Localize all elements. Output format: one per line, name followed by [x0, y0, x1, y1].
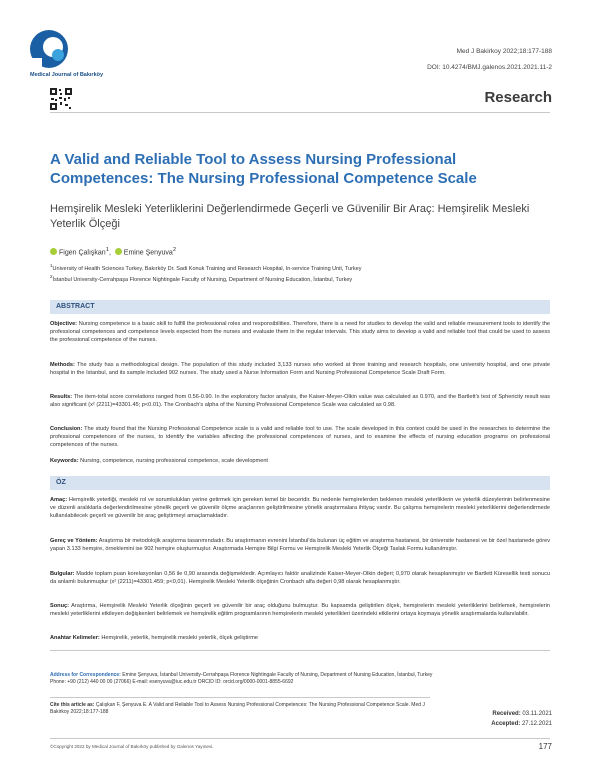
- orcid-icon[interactable]: [50, 248, 57, 255]
- abstract-objective: Objective: Nursing competence is a basic skill to fulfill the professional roles and responsibilities. Therefore, there is a need for studies to develop the valid and reliable measurement tools to identify the professional competences and competence levels expected from the nurses and evaluate them in the regular intervals. This study aims to develop a valid and reliable tool that could be used to assess the professional competence of the nurses.: [50, 321, 550, 343]
- citation-line: Med J Bakirkoy 2022;18:177-188: [456, 48, 552, 55]
- journal-logo: [28, 28, 70, 70]
- author-name: Figen Çalışkan: [59, 249, 106, 257]
- abstract-methods: Methods: The study has a methodological design. The population of this study included 3,133 nurses who worked at three training and research hospitals, one university hospital, and one private hospital in the Istanbul, and its sample included 902 nurses. The study used a Nurse Information Form and Nursing Professional Competence Scale Draft Form.: [50, 362, 551, 376]
- oz-bulgular: Bulgular: Madde toplam puan korelasyonları 0,56 ile 0,90 arasında değişmektedir. Açımlayıcı faktör analizinde Kaiser-Meyer-Olkin değeri; 0,970 olarak hesaplanmıştır ve Bartlett Küresellik testi sonucu da anlamlı bulunmuştur (x² (2211)=43301.459; p<0,01). Hemşirelik Mesleki Yeterlik ölçeğinin Cronbach alfa değeri 0,98 olarak hesaplanmıştır.: [50, 571, 550, 585]
- abstract-heading: ABSTRACT: [50, 300, 550, 314]
- oz-gerec: Gereç ve Yöntem: Araştırma bir metodolojik araştırma tasarımındadır. Bu araştırmanın evrenini İstanbul'da bulunan üç eğitim ve araştırma hastanesi, bir üniversite hastanesi ve bir özel hastanede görev yapan 3.133 hemşire, örneklemini ise 902 hemşire oluşturmuştur. Araştırmada Hemşire Bilgi Formu ve Hemşirelik Mesleki Yeterlik Ölçeği Taslak Formu kullanılmıştır.: [50, 538, 551, 552]
- journal-name: Medical Journal of Bakırköy: [30, 72, 104, 78]
- abstract-conclusion: Conclusion: The study found that the Nursing Professional Competence scale is a valid and reliable tool to use. The scale developed in this context could be used in the researches to determine the professional competences of the nurses, to identify the variables affecting the professional competences of nurses, and to examine the effects of nursing education programs on professional competences of the nurses.: [50, 426, 550, 448]
- orcid-icon[interactable]: [115, 248, 122, 255]
- cite-block: Cite this article as: Çalışkan F, Şenyuva E. A Valid and Reliable Tool to Assess Nursing Professional Competences: The Nursing Professional Competence Scale. Med J Bakirkoy 2022;18:177-188: [50, 702, 425, 715]
- section-divider: [50, 650, 550, 651]
- article-type-label: Research: [484, 89, 552, 106]
- oz-sonuc: Sonuç: Araştırma, Hemşirelik Mesleki Yeterlik ölçeğinin geçerli ve güvenilir bir araç olduğunu bulmuştur. Bu kapsamda geliştirilen ölçek, hemşirelerin mesleki yeterliklerini belirlemek, hemşirelerin mesleki yeterliklerini etkileyen değişkenleri belirlemek ve hemşirelik eğitim programlarının hemşirelerin mesleki yeterlikleri üzerindeki etkilerini ortaya koymaya yönelik araştırmalarda kullanılabilir.: [50, 603, 550, 617]
- article-title-en: A Valid and Reliable Tool to Assess Nursing Professional Competences: The Nursing Professional Competence Scale: [50, 151, 477, 187]
- oz-amac: Amaç: Hemşirelik yeterliği, mesleki rol ve sorumlulukları yerine getirmek için gereken temel bir beceridir. Bu nedenle hemşirelerden beklenen mesleki yeterliklerin ve yeterlik düzeylerinin belirlenmesine ve düzenli aralıklarla değerlendirilmesine yönelik geçerli ve güvenilir ölçme araçlarının geliştirilmesine yönelik araştırmalara ihtiyaç vardır. Bu çalışma hemşirelerin mesleki yeterliklerini değerlendirmede kullanılabilecek geçerli ve güvenilir bir araç geliştirmeyi amaçlamaktadır.: [50, 497, 550, 519]
- correspondence-divider: [50, 697, 430, 698]
- abstract-results: Results: The item-total score correlations ranged from 0.56-0.90. In the exploratory factor analysis, the Kaiser-Meyer-Olkin value was calculated as 0.970, and the Bartlett's test of Sphericity result was also significant (x² (2211)=43301.45; p<0.01). The Cronbach's alpha of the Nursing Professional Competence Scale was calculated as 0.98.: [50, 394, 550, 408]
- oz-heading: ÖZ: [50, 476, 550, 490]
- accepted-date: Accepted: 27.12.2021: [491, 721, 552, 727]
- doi-line[interactable]: DOI: 10.4274/BMJ.galenos.2021.2021.11-2: [427, 64, 552, 71]
- author-list: Figen Çalışkan$^1$, Emine Şenyuva$^2$: [50, 247, 176, 256]
- author-name: Emine Şenyuva: [123, 249, 173, 257]
- author-sup: 1: [105, 247, 109, 253]
- article-title-tr: Hemşirelik Mesleki Yeterliklerini Değerlendirmede Geçerli ve Güvenilir Bir Araç: Hemşirelik Mesleki Yeterlik Ölçeği: [50, 203, 530, 230]
- qr-code-icon: [50, 88, 72, 110]
- page-number: 177: [538, 742, 552, 751]
- footer-copyright: ©Copyright 2022 by Medical Journal of Bakırköy published by Galenos Yayınevi.: [50, 744, 214, 749]
- author-sup: 2: [172, 247, 177, 253]
- abstract-keywords: Keywords: Nursing, competence, nursing professional competence, scale development: [50, 458, 268, 464]
- oz-anahtar: Anahtar Kelimeler: Hemşirelik, yeterlik, hemşirelik mesleki yeterlik, ölçek geliştirme: [50, 635, 258, 641]
- correspondence-block: Address for Correspondence: Emine Şenyuva, İstanbul University-Cerrahpaşa Florence Nightingale Faculty of Nursing, Department of Nursing Education, İstanbul, Turkey Phone: +90 (212) 440 00 00 (27066) E-mail: esenyuva@iuc.edu.tr ORCID ID: orcid.org/0000-0001-8855-6692: [50, 672, 433, 685]
- header-divider: [50, 112, 550, 113]
- affiliation: $^1$University of Health Sciences Turkey, Bakırköy Dr. Sadi Konuk Training and Research Hospital, In-service Training Unit, Turkey: [50, 263, 362, 272]
- footer-divider: [50, 738, 550, 739]
- affiliation: $^2$İstanbul University-Cerrahpaşa Florence Nightingale Faculty of Nursing, Department of Nursing Education, İstanbul, Turkey: [50, 274, 353, 283]
- received-date: Received: 03.11.2021: [492, 711, 552, 717]
